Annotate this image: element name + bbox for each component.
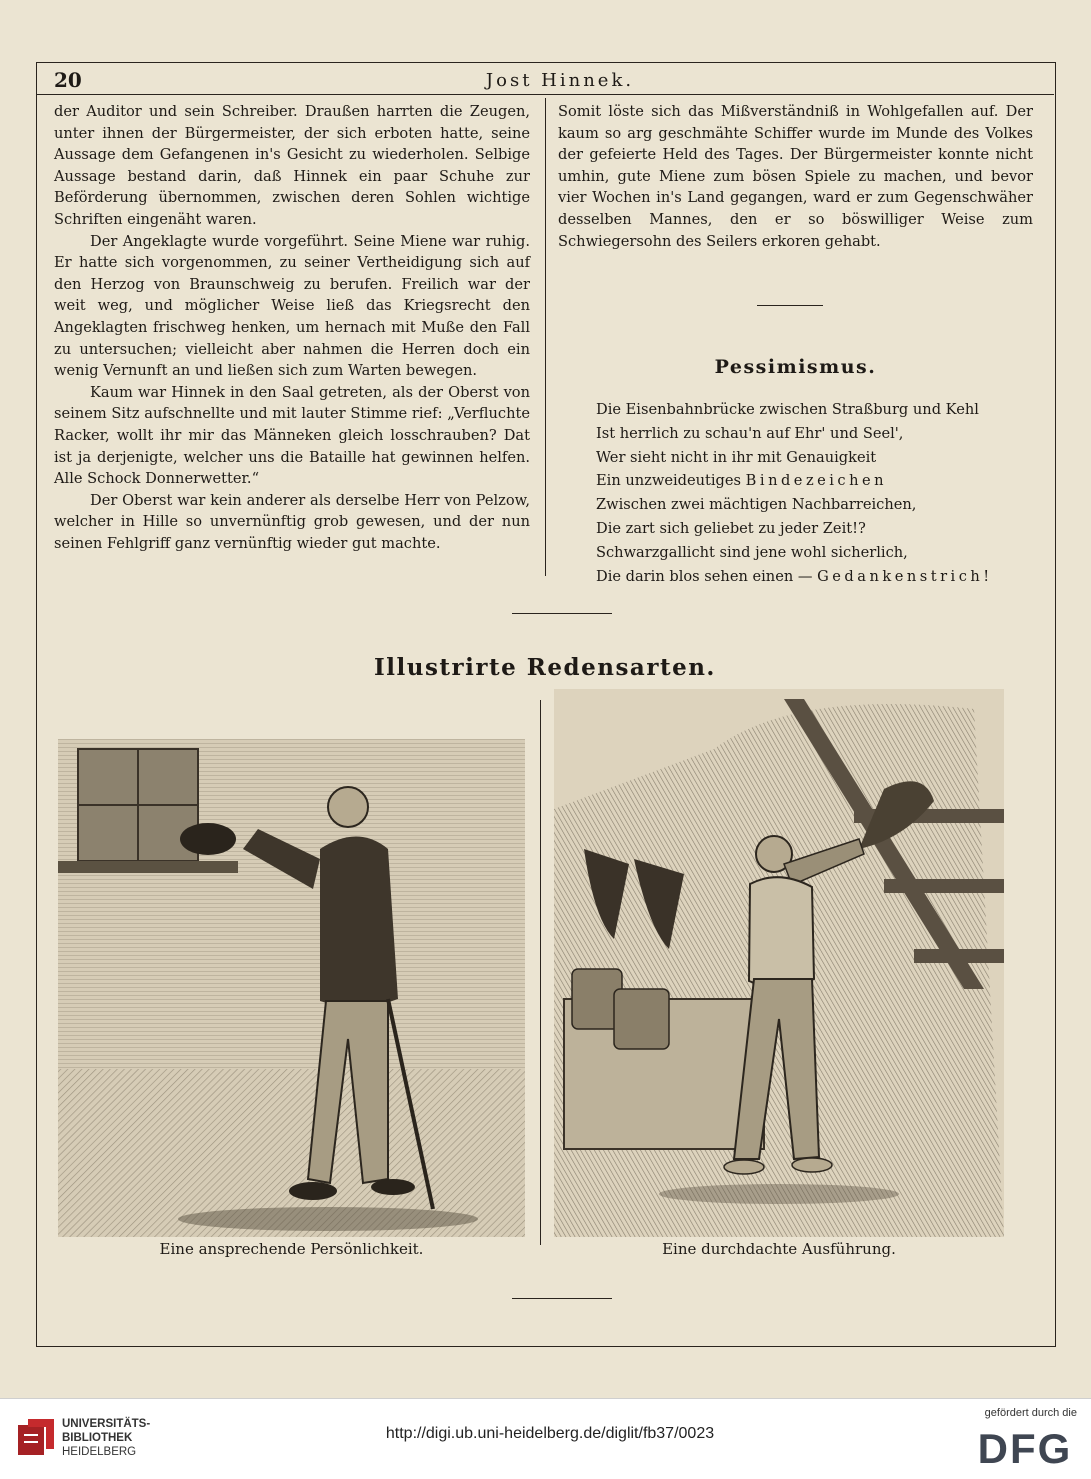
poem-line: [596, 565, 1036, 589]
right-text-column: [558, 101, 1033, 252]
paragraph: Der Oberst war kein anderer als derselbe Herr von Pelzow, welcher in Hille so unvernünftig grob gewesen, und der nun seinen Fehlgriff ganz vernünftig wieder gut machte.: [54, 491, 530, 552]
running-head: Jost Hinnek.: [485, 70, 635, 91]
university-library-logo: [16, 1415, 56, 1461]
header-rule: [36, 94, 1054, 95]
spaced-word: Bindezeichen: [745, 472, 888, 490]
poem-line: Wer sieht nicht in ihr mit Genauigkeit: [596, 448, 877, 466]
poem-line: Zwischen zwei mächtigen Nachbarreichen,: [596, 496, 917, 514]
svg-text:DFG: DFG: [977, 1425, 1073, 1469]
poem: [596, 398, 1036, 588]
column-divider: [545, 98, 546, 576]
paragraph: der Auditor und sein Schreiber. Draußen harrten die Zeugen, unter ihnen der Bürgermeister, der sich erboten hatte, seine Aussage dem Gefangenen in's Gesicht zu wiederholen. Selbige Aussage bestand darin, daß Hinnek ein paar Schuhe zur Beförderung übernommen, zwischen deren Sohlen wichtige Schriften eingenäht waren.: [54, 103, 530, 228]
poem-line-text: Ein unzweideutiges: [596, 472, 746, 490]
caption-left: Eine ansprechende Persönlichkeit.: [159, 1240, 424, 1258]
engraving-left: [58, 739, 525, 1237]
section-title: Illustrirte Redensarten.: [374, 654, 716, 681]
poem-line: [596, 469, 1036, 493]
funding-note: gefördert durch die: [984, 1407, 1077, 1419]
page-number: 20: [54, 68, 82, 92]
poem-line: Ist herrlich zu schau'n auf Ehr' und Seel',: [596, 424, 904, 442]
digital-copy-url[interactable]: http://digi.ub.uni-heidelberg.de/diglit/fb37/0023: [385, 1425, 715, 1442]
separator-rule: [512, 613, 612, 614]
dfg-logo: [973, 1425, 1077, 1469]
engraving-right-drawing: [554, 689, 1004, 1237]
university-library-name: UNIVERSITÄTS- BIBLIOTHEK HEIDELBERG: [62, 1418, 151, 1458]
poem-line: Die Eisenbahnbrücke zwischen Straßburg und Kehl: [596, 401, 979, 418]
illustration-divider: [540, 700, 541, 1245]
paragraph: Kaum war Hinnek in den Saal getreten, als der Oberst von seinem Sitz aufschnellte und mit lauter Stimme rief: „Verfluchte Racker, wollt ihr mir das Männeken gleich losschrauben? Dat ist ja derjenigte, welcher uns die Bataille hat gewinnen helfen. Alle Schock Donnerwetter.“: [54, 383, 530, 488]
paragraph: Der Angeklagte wurde vorgeführt. Seine Miene war ruhig. Er hatte sich vorgenommen, zu seiner Vertheidigung sich auf den Herzog von Braunschweig zu berufen. Freilich war der weit weg, und möglicher Weise ließ das Kriegsrecht den Angeklagten frischweg henken, um hernach mit Muße den Fall zu untersuchen; vielleicht aber nahmen die Herren doch ein wenig Vernunft an und ließen sich zum Warten bewegen.: [54, 232, 530, 380]
paragraph: Somit löste sich das Mißverständniß in Wohlgefallen auf. Der kaum so arg geschmähte Schiffer wurde im Munde des Volkes der gefeierte Held des Tages. Der Bürgermeister konnte nicht umhin, gute Miene zum bösen Spiele zu machen, und bevor vier Wochen in's Land gegangen, ward er zum Gegenschwäher desselben Mannes, den er so böswilliger Weise zum Schwiegersohn des Seilers erkoren gehabt.: [558, 103, 1033, 250]
poem-line: Schwarzgallicht sind jene wohl sicherlich,: [596, 543, 908, 561]
caption-right: Eine durchdachte Ausführung.: [662, 1240, 896, 1258]
engraving-right: [554, 689, 1004, 1237]
separator-rule: [512, 1298, 612, 1299]
poem-line-text: Die darin blos sehen einen —: [596, 567, 818, 585]
spaced-word: Gedankenstrich!: [817, 567, 993, 585]
digitization-footer: [0, 1398, 1091, 1479]
separator-rule: [757, 305, 823, 306]
poem-line: Die zart sich geliebet zu jeder Zeit!?: [596, 519, 866, 537]
poem-title: Pessimismus.: [714, 356, 877, 378]
engraving-left-drawing: [58, 739, 525, 1237]
left-text-column: [54, 101, 530, 554]
